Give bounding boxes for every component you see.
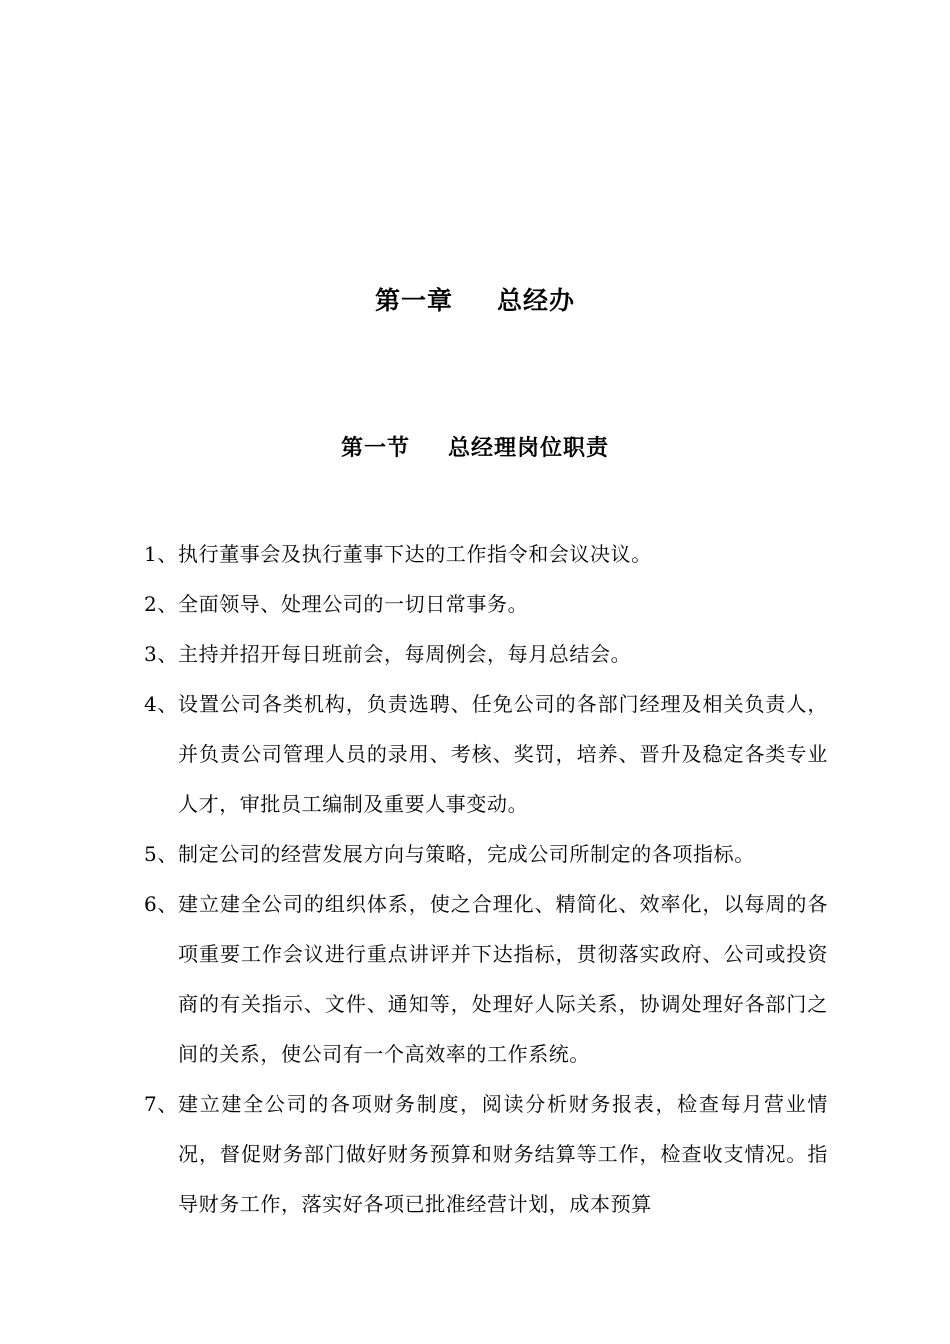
duty-item-number: 4、 bbox=[144, 692, 178, 716]
chapter-title bbox=[0, 282, 950, 320]
section-name: 总经理岗位职责 bbox=[448, 435, 610, 461]
section-title bbox=[0, 430, 950, 466]
duty-item-text: 建立建全公司的各项财务制度，阅读分析财务报表，检查每月营业情况，督促财务部门做好财务预算和财务结算等工作，检查收支情况。指导财务工作，落实好各项已批准经营计划，成本预算 bbox=[178, 1092, 828, 1216]
duty-item bbox=[0, 1079, 828, 1229]
duty-item-number: 2、 bbox=[144, 592, 178, 616]
duty-list bbox=[0, 529, 950, 1229]
duty-item-number: 3、 bbox=[144, 642, 178, 666]
duty-item-number: 7、 bbox=[144, 1092, 178, 1116]
chapter-number: 第一章 bbox=[374, 286, 453, 315]
duty-item-text: 设置公司各类机构，负责选聘、任免公司的各部门经理及相关负责人，并负责公司管理人员的录用、考核、奖罚，培养、晋升及稳定各类专业人才，审批员工编制及重要人事变动。 bbox=[178, 692, 828, 816]
duty-item bbox=[0, 829, 828, 879]
duty-item bbox=[0, 629, 828, 679]
duty-item-number: 1、 bbox=[144, 542, 178, 566]
duty-item-text: 制定公司的经营发展方向与策略，完成公司所制定的各项指标。 bbox=[178, 842, 755, 866]
duty-item bbox=[0, 879, 828, 1079]
duty-item bbox=[0, 579, 828, 629]
duty-item-text: 建立建全公司的组织体系，使之合理化、精简化、效率化，以每周的各项重要工作会议进行重点讲评并下达指标，贯彻落实政府、公司或投资商的有关指示、文件、通知等，处理好人际关系，协调处理好各部门之间的关系，使公司有一个高效率的工作系统。 bbox=[178, 892, 828, 1066]
duty-item-text: 全面领导、处理公司的一切日常事务。 bbox=[178, 592, 529, 616]
duty-item bbox=[0, 679, 828, 829]
duty-item-text: 执行董事会及执行董事下达的工作指令和会议决议。 bbox=[178, 542, 652, 566]
chapter-name: 总经办 bbox=[497, 286, 576, 315]
duty-item-text: 主持并招开每日班前会，每周例会，每月总结会。 bbox=[178, 642, 632, 666]
duty-item-number: 6、 bbox=[144, 892, 178, 916]
section-number: 第一节 bbox=[340, 435, 410, 461]
duty-item bbox=[0, 529, 828, 579]
duty-item-number: 5、 bbox=[144, 842, 178, 866]
